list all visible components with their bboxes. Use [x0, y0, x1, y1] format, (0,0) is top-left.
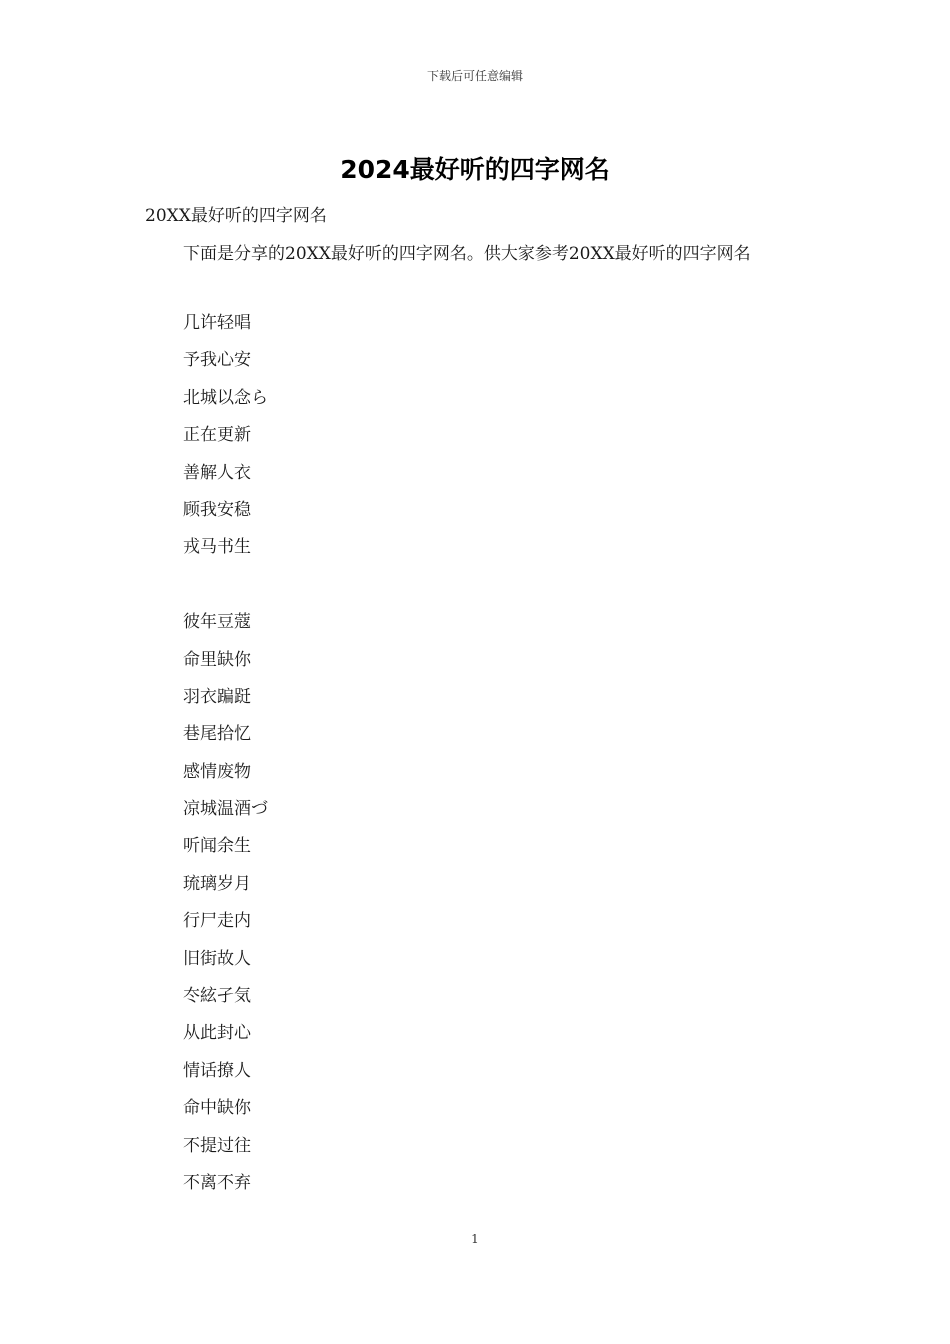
name-item: 命中缺你: [183, 1098, 251, 1119]
name-item: 命里缺你: [183, 649, 251, 670]
name-item: 北城以念ら: [183, 387, 268, 408]
name-item: 感情废物: [183, 761, 251, 782]
name-item: 羽衣蹁跹: [183, 686, 251, 707]
name-item: 不提过往: [183, 1135, 251, 1156]
names-list: [183, 305, 268, 1202]
name-item: 彼年豆蔻: [183, 612, 251, 633]
name-item: 行尸走内: [183, 911, 251, 932]
name-item: 情话撩人: [183, 1060, 251, 1081]
name-item: 琉璃岁月: [183, 873, 251, 894]
name-item: 巷尾拾忆: [183, 724, 251, 745]
name-item: 不离不弃: [183, 1172, 251, 1193]
name-item: 从此封心: [183, 1023, 251, 1044]
blank-line: [183, 567, 268, 604]
document-subtitle: 20XX最好听的四字网名: [145, 206, 327, 226]
name-item: 凉城温酒づ: [183, 799, 268, 820]
document-title: 2024最好听的四字网名: [340, 155, 610, 184]
name-item: 几许轻唱: [183, 313, 251, 333]
name-item: 旧街故人: [183, 948, 251, 969]
name-item: 正在更新: [183, 425, 251, 446]
name-item: 顾我安稳: [183, 499, 251, 520]
page-number: 1: [471, 1232, 479, 1246]
intro-paragraph: 下面是分享的20XX最好听的四字网名。供大家参考20XX最好听的四字网名: [183, 244, 751, 264]
name-item: 予我心安: [183, 350, 251, 371]
header-note: 下载后可任意编辑: [426, 69, 523, 83]
name-item: 冭絃孑気: [183, 986, 251, 1007]
name-item: 戎马书生: [183, 537, 251, 558]
name-item: 听闻余生: [183, 836, 251, 857]
name-item: 善解人衣: [183, 462, 251, 483]
